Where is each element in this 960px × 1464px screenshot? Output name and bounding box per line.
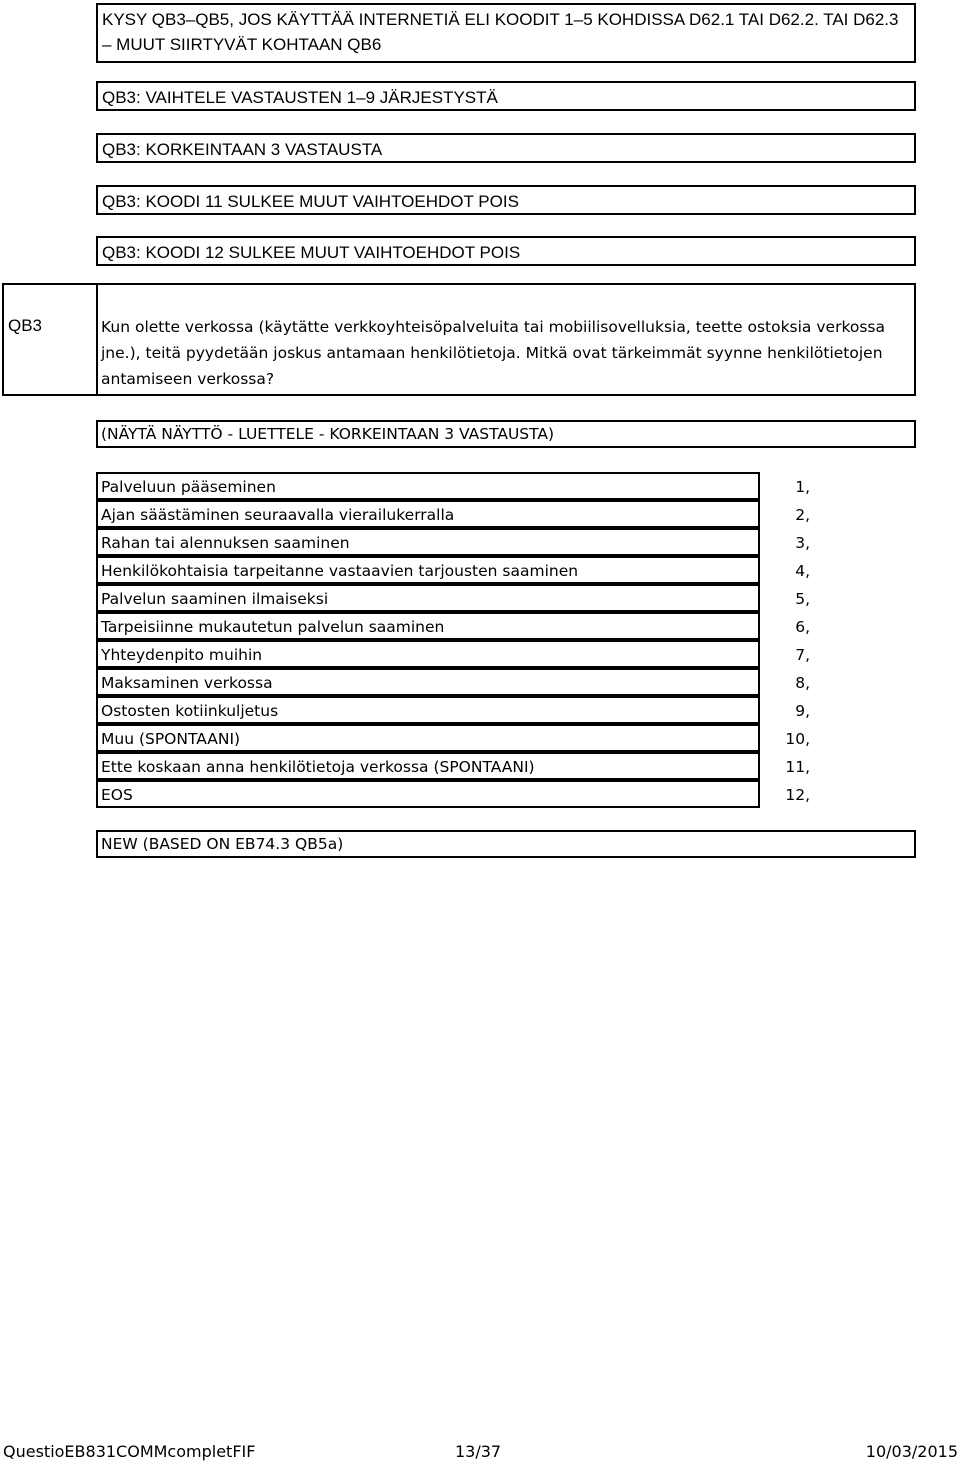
answer-option-label: Muu (SPONTAANI) xyxy=(96,724,760,752)
answer-option-code: 4, xyxy=(795,562,810,580)
answer-option-code: 6, xyxy=(795,618,810,636)
answer-option-label: EOS xyxy=(96,780,760,808)
answer-option-code: 2, xyxy=(795,506,810,524)
source-note: NEW (BASED ON EB74.3 QB5a) xyxy=(96,830,916,858)
answer-option-label: Palveluun pääseminen xyxy=(96,472,760,500)
answer-option-code: 5, xyxy=(795,590,810,608)
answer-option-label: Ajan säästäminen seuraavalla vierailukerralla xyxy=(96,500,760,528)
answer-option-code: 12, xyxy=(785,786,810,804)
answer-option-code: 3, xyxy=(795,534,810,552)
answer-option-label: Rahan tai alennuksen saaminen xyxy=(96,528,760,556)
rotate-answers-instruction: QB3: VAIHTELE VASTAUSTEN 1–9 JÄRJESTYSTÄ xyxy=(96,81,916,111)
question-id-cell xyxy=(2,283,98,396)
answer-option-code: 1, xyxy=(795,478,810,496)
answer-option-label: Yhteydenpito muihin xyxy=(96,640,760,668)
routing-filter-instruction: KYSY QB3–QB5, JOS KÄYTTÄÄ INTERNETIÄ ELI KOODIT 1–5 KOHDISSA D62.1 TAI D62.2. TAI D62.3 – MUUT SIIRTYVÄT KOHTAAN QB6 xyxy=(96,3,916,63)
answer-option-label: Tarpeisiinne mukautetun palvelun saaminen xyxy=(96,612,760,640)
question-text: Kun olette verkossa (käytätte verkkoyhteisöpalveluita tai mobiilisovelluksia, teette ostoksia verkossa jne.), teitä pyydetään joskus antamaan henkilötietoja. Mitkä ovat tärkeimmät syynne henkilötietojen antamiseen verkossa? xyxy=(96,283,916,396)
answer-option-label: Henkilökohtaisia tarpeitanne vastaavien tarjousten saaminen xyxy=(96,556,760,584)
footer-document-name: QuestioEB831COMMcompletFIF xyxy=(3,1442,256,1461)
answer-option-code: 7, xyxy=(795,646,810,664)
answer-option-label: Maksaminen verkossa xyxy=(96,668,760,696)
footer-page-number: 13/37 xyxy=(455,1442,502,1461)
code11-exclusive-instruction: QB3: KOODI 11 SULKEE MUUT VAIHTOEHDOT POIS xyxy=(96,185,916,215)
show-card-instruction: (NÄYTÄ NÄYTTÖ - LUETTELE - KORKEINTAAN 3 VASTAUSTA) xyxy=(96,420,916,448)
answer-option-label: Palvelun saaminen ilmaiseksi xyxy=(96,584,760,612)
footer-date: 10/03/2015 xyxy=(865,1442,958,1461)
answer-option-code: 8, xyxy=(795,674,810,692)
question-id: QB3 xyxy=(8,316,43,335)
answer-option-label: Ette koskaan anna henkilötietoja verkossa (SPONTAANI) xyxy=(96,752,760,780)
answer-option-code: 10, xyxy=(785,730,810,748)
answer-option-label: Ostosten kotiinkuljetus xyxy=(96,696,760,724)
code12-exclusive-instruction: QB3: KOODI 12 SULKEE MUUT VAIHTOEHDOT POIS xyxy=(96,236,916,266)
answer-option-code: 9, xyxy=(795,702,810,720)
answer-option-code: 11, xyxy=(785,758,810,776)
max-answers-instruction: QB3: KORKEINTAAN 3 VASTAUSTA xyxy=(96,133,916,163)
